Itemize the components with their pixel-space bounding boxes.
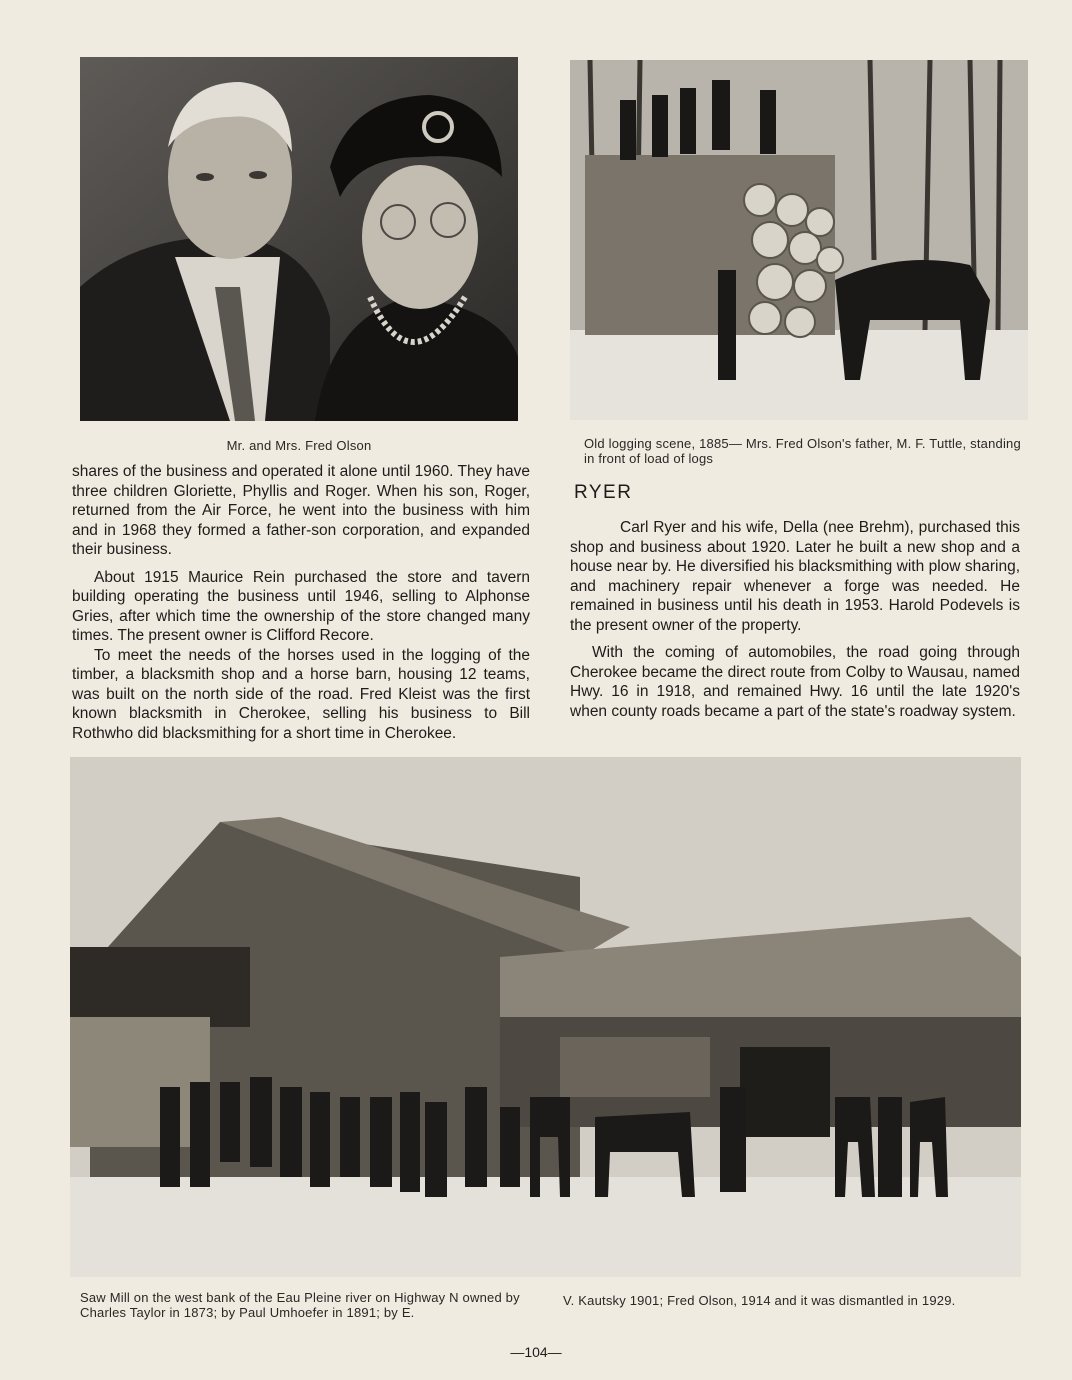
sawmill-caption-left: Saw Mill on the west bank of the Eau Pleine river on Highway N owned by Charles Taylor in 1873; by Paul Umhoefer in 1891; by E. xyxy=(80,1290,520,1320)
paragraph: To meet the needs of the horses used in the logging of the timber, a blacksmith shop and a horse barn, housing 12 teams, was built on the north side of the road. Fred Kleist was the first known blacksmith in Cherokee, selling his business to Bill Rothwho did blacksmithing for a short time in Cherokee. xyxy=(72,646,530,742)
section-heading-ryer: RYER xyxy=(574,482,633,503)
paragraph: About 1915 Maurice Rein purchased the store and tavern building operating the business until 1946, selling to Alphonse Gries, after which time the ownership of the store changed many times. The present owner is Clifford Recore. xyxy=(72,568,530,644)
paragraph: shares of the business and operated it alone until 1960. They have three children Gloriette, Phyllis and Roger. When his son, Roger, returned from the Air Force, he went into the business with him and in 1968 they formed a father-son corporation, and expanded their business. xyxy=(72,463,530,558)
sawmill-caption-right: V. Kautsky 1901; Fred Olson, 1914 and it was dismantled in 1929. xyxy=(563,1293,956,1308)
sawmill-photo xyxy=(70,757,1021,1277)
paragraph: With the coming of automobiles, the road going through Cherokee became the direct route from Colby to Wausau, named Hwy. 16 in 1918, and remained Hwy. 16 until the late 1920's when county roads became a part of the state's roadway system. xyxy=(570,644,1020,720)
page-number: —104— xyxy=(510,1344,562,1360)
portrait-caption: Mr. and Mrs. Fred Olson xyxy=(226,438,372,453)
olson-portrait-photo xyxy=(80,57,518,421)
paragraph: Carl Ryer and his wife, Della (nee Brehm), purchased this shop and business about 1920. Later he built a new shop and a house near by. He diversified his blacksmithing with plow sharing, and machinery repair whenever a forge was needed. He remained in business until his death in 1953. Harold Podevels is the present owner of the property. xyxy=(570,519,1020,634)
logging-caption: Old logging scene, 1885— Mrs. Fred Olson's father, M. F. Tuttle, standing in front of load of logs xyxy=(584,436,1021,466)
right-column xyxy=(570,518,1020,721)
left-column xyxy=(72,462,530,743)
logging-scene-photo xyxy=(570,60,1028,420)
